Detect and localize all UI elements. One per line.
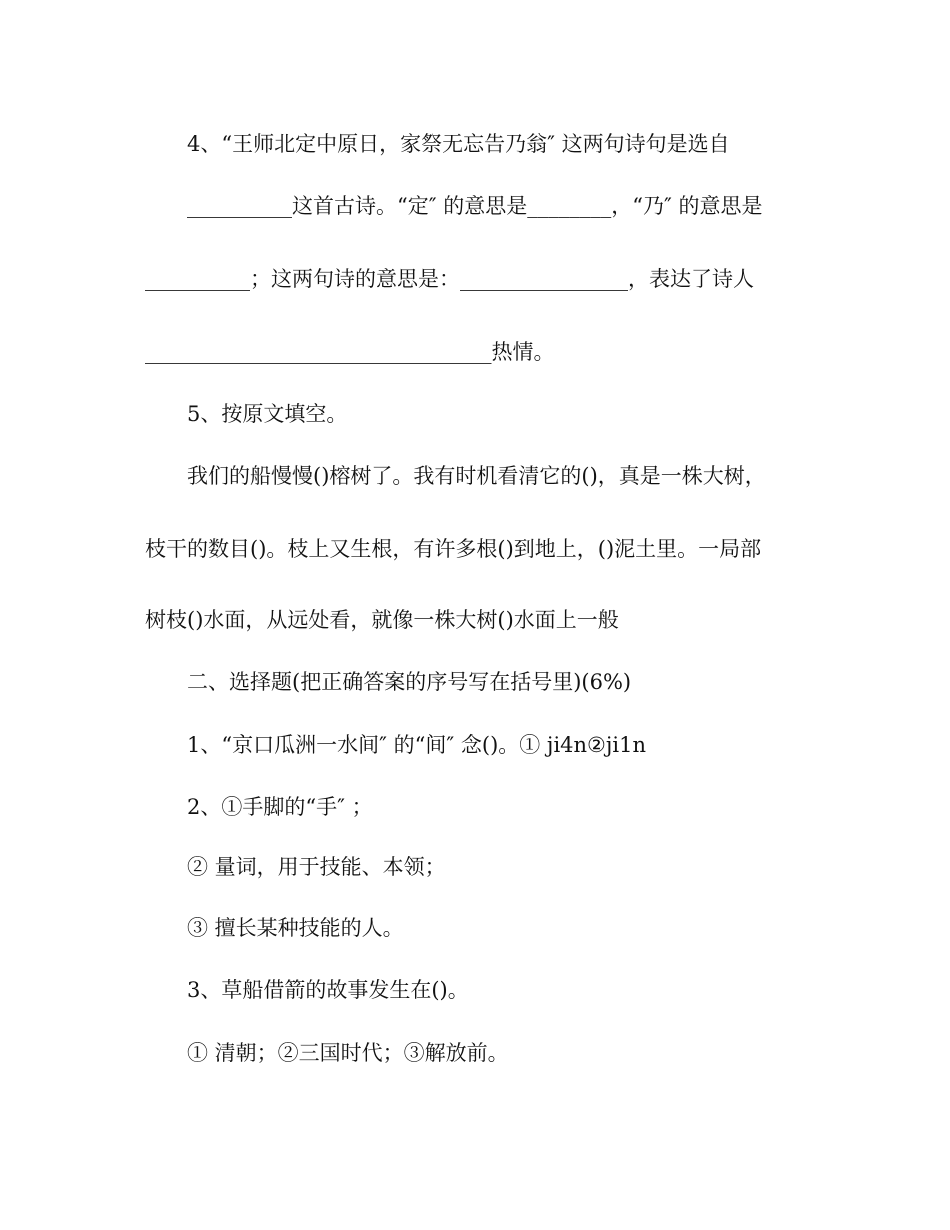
choice-item-2-option-2: ② 量词，用于技能、本领； (187, 855, 446, 879)
choice-item-3: 3、草船借箭的故事发生在()。 (187, 978, 469, 1002)
question-5-line-2: 枝干的数目()。枝上又生根，有许多根()到地上，()泥土里。一局部 (145, 537, 762, 561)
question-4-line-4: _________________________________热情。 (145, 340, 555, 364)
question-4-line-1: 4、“王师北定中原日，家祭无忘告乃翁″ 这两句诗句是选自 (187, 132, 730, 156)
question-4-line-2: __________这首古诗。“定″ 的意思是________，“乃″ 的意思是 (187, 194, 763, 218)
choice-item-1: 1、“京口瓜洲一水间″ 的“间″ 念()。① ji4n②ji1n (187, 733, 646, 757)
choice-item-2-option-3: ③ 擅长某种技能的人。 (187, 916, 404, 940)
section-2-heading: 二、选择题(把正确答案的序号写在括号里)(6%) (187, 670, 632, 694)
choice-item-3-options: ① 清朝；②三国时代；③解放前。 (187, 1041, 509, 1065)
question-5-line-3: 树枝()水面，从远处看，就像一株大树()水面上一般 (145, 608, 619, 632)
question-5-line-1: 我们的船慢慢()榕树了。我有时机看清它的()，真是一株大树， (187, 464, 766, 488)
question-4-line-3: __________；这两句诗的意思是：________________，表达了诗人 (145, 267, 754, 291)
choice-item-2: 2、①手脚的“手″ ； (187, 795, 373, 819)
question-5-title: 5、按原文填空。 (187, 402, 348, 426)
